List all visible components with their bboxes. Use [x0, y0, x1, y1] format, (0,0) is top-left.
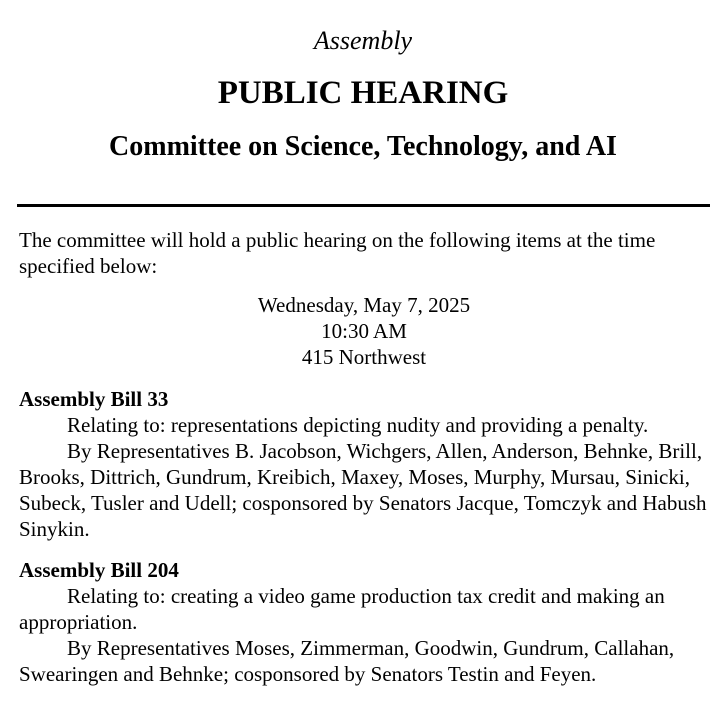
bill-title: Assembly Bill 33	[19, 387, 169, 411]
bill-sponsors: By Representatives B. Jacobson, Wichgers, Allen, Anderson, Behnke, Brill, Brooks, Dittrich, Gundrum, Kreibich, Maxey, Moses, Murphy, Mursau, Sinicki, Subeck, Tusler and Udell; cosponsored by Senators Jacque, Tomczyk and Habush Sinykin.	[19, 439, 707, 541]
intro-paragraph: The committee will hold a public hearing on the following items at the time specified below:	[19, 228, 656, 278]
header-divider	[17, 204, 710, 207]
chamber-name: Assembly	[313, 26, 413, 55]
page-title: PUBLIC HEARING	[217, 75, 509, 111]
bill-sponsors: By Representatives Moses, Zimmerman, Goodwin, Gundrum, Callahan, Swearingen and Behnke; cosponsored by Senators Testin and Feyen.	[19, 636, 675, 686]
bill-item	[19, 386, 711, 542]
bill-relating: Relating to: creating a video game production tax credit and making an appropriation.	[19, 584, 665, 634]
bill-title: Assembly Bill 204	[19, 558, 179, 582]
hearing-schedule	[0, 292, 723, 370]
bill-relating: Relating to: representations depicting nudity and providing a penalty.	[67, 413, 649, 437]
hearing-date: Wednesday, May 7, 2025	[257, 293, 471, 317]
hearing-time: 10:30 AM	[321, 319, 407, 343]
hearing-location: 415 Northwest	[301, 345, 427, 369]
committee-name: Committee on Science, Technology, and AI	[109, 131, 617, 162]
bill-item	[19, 557, 711, 687]
